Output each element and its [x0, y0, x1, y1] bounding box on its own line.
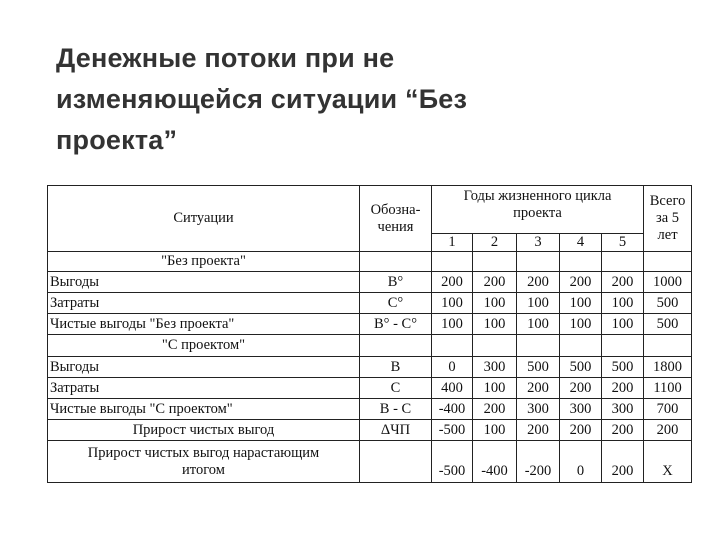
cell-total: X: [644, 441, 692, 483]
cell: 200: [602, 378, 644, 399]
cell-total: 1800: [644, 357, 692, 378]
section-with-label: "С проектом": [48, 335, 360, 357]
slide-title: [56, 38, 656, 161]
section-without-label: "Без проекта": [48, 252, 360, 272]
header-row: [48, 186, 692, 234]
row-code: C: [360, 378, 432, 399]
cell: 100: [560, 314, 602, 335]
row-label: Чистые выгоды "Без проекта": [48, 314, 360, 335]
header-designation-line-2: чения: [377, 218, 414, 235]
header-total: [644, 186, 692, 252]
header-year-5: 5: [602, 234, 644, 252]
header-total-line-2: за 5: [656, 210, 680, 226]
row-code: C°: [360, 293, 432, 314]
cell: 0: [560, 441, 602, 483]
header-situations: Ситуации: [48, 186, 360, 252]
cell-total: 700: [644, 399, 692, 420]
cell: 200: [517, 420, 560, 441]
title-line-1: Денежные потоки при не: [56, 43, 395, 73]
header-year-1: 1: [432, 234, 473, 252]
header-year-3: 3: [517, 234, 560, 252]
row-code: ΔЧП: [360, 420, 432, 441]
cell: 300: [560, 399, 602, 420]
cell: 100: [602, 314, 644, 335]
row-code: B° - C°: [360, 314, 432, 335]
cell: 500: [602, 357, 644, 378]
cell: 300: [602, 399, 644, 420]
row-label: Затраты: [48, 293, 360, 314]
cell: 100: [473, 293, 517, 314]
row-label: [48, 441, 360, 483]
cell: 200: [560, 272, 602, 293]
cell: 100: [432, 293, 473, 314]
row-code: B: [360, 357, 432, 378]
cell: -400: [432, 399, 473, 420]
header-years: [432, 186, 644, 234]
table-row: [48, 314, 692, 335]
row-label: Чистые выгоды "С проектом": [48, 399, 360, 420]
row-label: Прирост чистых выгод: [48, 420, 360, 441]
cell-total: 200: [644, 420, 692, 441]
cell: 200: [602, 420, 644, 441]
cash-flow-table: [47, 185, 692, 483]
cell: 100: [473, 378, 517, 399]
cell: 100: [517, 314, 560, 335]
cell: 200: [602, 441, 644, 483]
header-years-line-2: проекта: [513, 205, 562, 221]
row-label-line-2: итогом: [182, 461, 225, 478]
row-label-line-1: Прирост чистых выгод нарастающим: [87, 444, 320, 461]
cell: 100: [602, 293, 644, 314]
cell: 100: [432, 314, 473, 335]
cell-total: 1100: [644, 378, 692, 399]
section-without-row: [48, 252, 692, 272]
cell: 0: [432, 357, 473, 378]
header-year-2: 2: [473, 234, 517, 252]
cell: 200: [560, 420, 602, 441]
row-label: Выгоды: [48, 357, 360, 378]
cell: 100: [473, 314, 517, 335]
row-code: [360, 441, 432, 483]
table-row: [48, 378, 692, 399]
cell: 100: [560, 293, 602, 314]
cell: 100: [473, 420, 517, 441]
cell: 300: [473, 357, 517, 378]
cell: 200: [473, 399, 517, 420]
title-line-2: изменяющейся ситуации “Без: [56, 84, 468, 114]
row-code: B°: [360, 272, 432, 293]
cell: -400: [473, 441, 517, 483]
row-label: Затраты: [48, 378, 360, 399]
cell: -500: [432, 441, 473, 483]
table-row: [48, 272, 692, 293]
header-total-line-1: Всего: [649, 193, 686, 209]
section-with-row: [48, 335, 692, 357]
cell: 300: [517, 399, 560, 420]
cell: 100: [517, 293, 560, 314]
header-total-line-3: лет: [657, 227, 678, 243]
cell-total: 500: [644, 293, 692, 314]
cell: -500: [432, 420, 473, 441]
header-designation-line-1: Обозна-: [370, 201, 421, 218]
row-label: Выгоды: [48, 272, 360, 293]
cell: 500: [560, 357, 602, 378]
cell: 200: [517, 378, 560, 399]
table-row: [48, 357, 692, 378]
table-row-increment: [48, 420, 692, 441]
title-line-3: проекта”: [56, 125, 178, 155]
header-designation: [360, 186, 432, 252]
cell: -200: [517, 441, 560, 483]
row-code: B - C: [360, 399, 432, 420]
table-row-cumulative: [48, 441, 692, 483]
cell: 500: [517, 357, 560, 378]
cell: 200: [432, 272, 473, 293]
cell: 200: [560, 378, 602, 399]
cell: 200: [473, 272, 517, 293]
cell: 200: [602, 272, 644, 293]
cell: 200: [517, 272, 560, 293]
cell-total: 1000: [644, 272, 692, 293]
table-row: [48, 399, 692, 420]
cell-total: 500: [644, 314, 692, 335]
header-years-line-1: Годы жизненного цикла: [463, 188, 612, 204]
table-row: [48, 293, 692, 314]
cell: 400: [432, 378, 473, 399]
header-year-4: 4: [560, 234, 602, 252]
